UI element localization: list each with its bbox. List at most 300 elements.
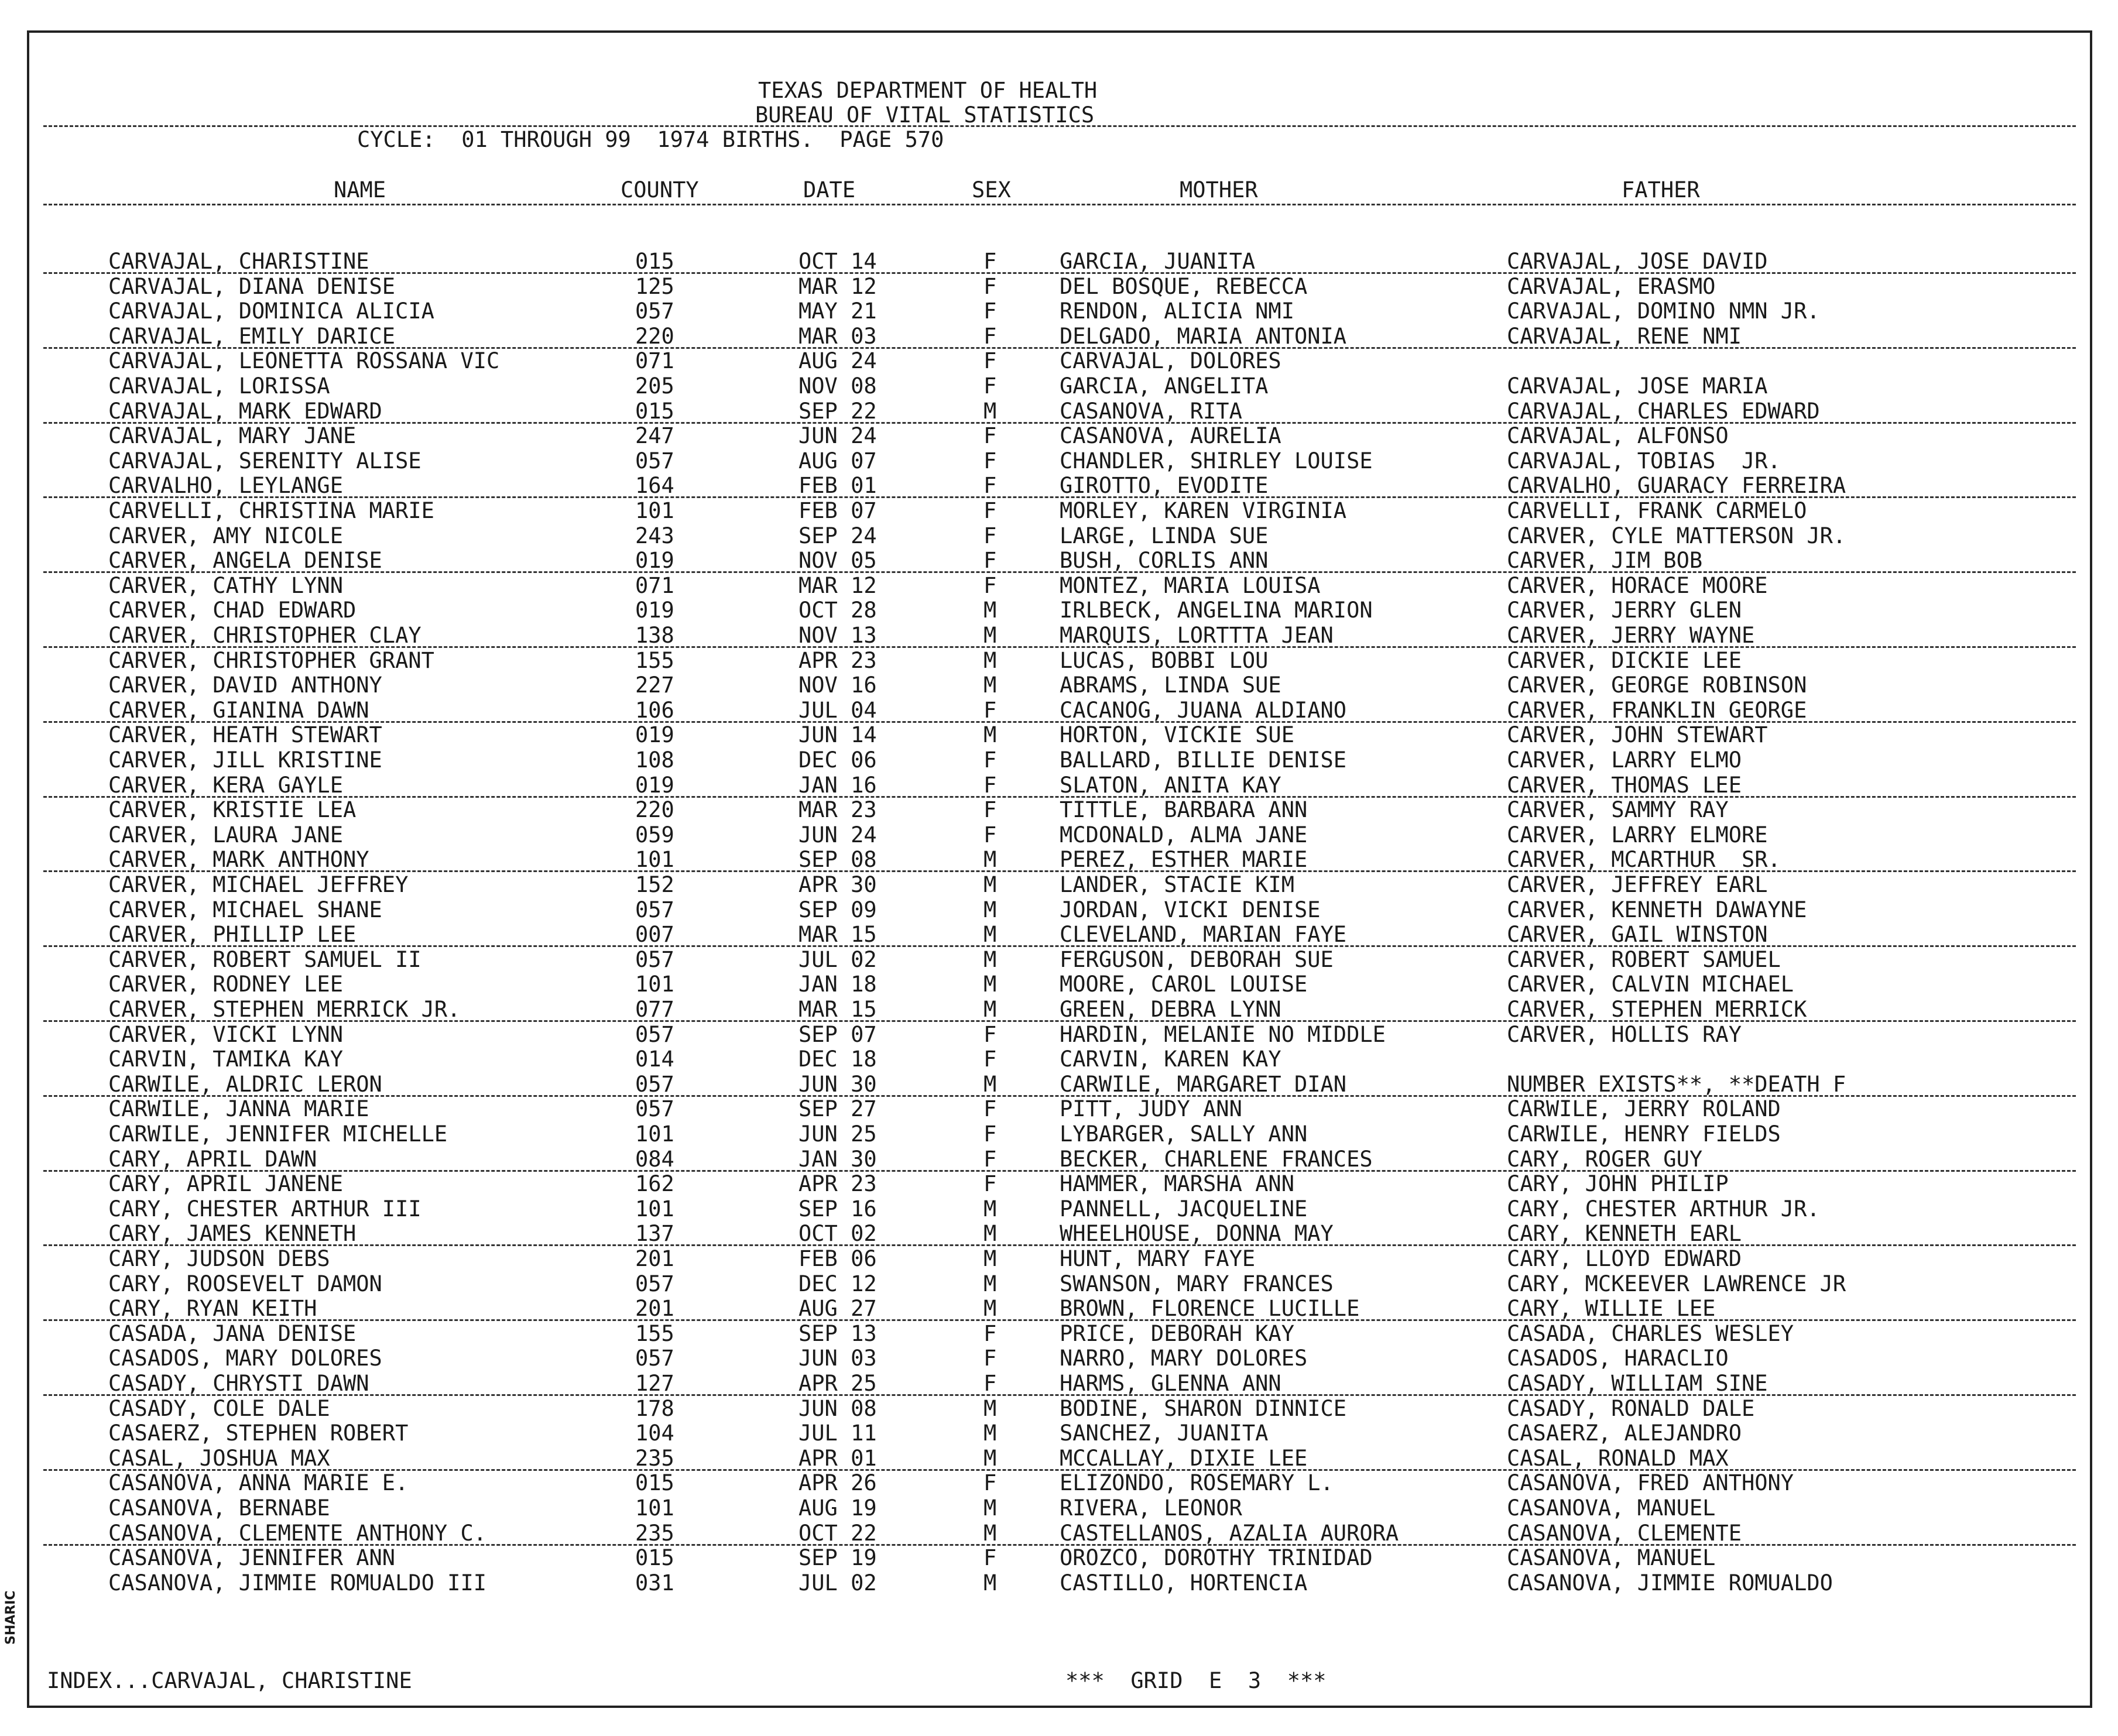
cell-date: AUG 07: [798, 448, 877, 474]
cell-date: SEP 07: [798, 1021, 877, 1047]
cell-sex: F: [983, 772, 997, 798]
cell-mother: DELGADO, MARIA ANTONIA: [1060, 323, 1347, 349]
cell-father: CARVER, JEFFREY EARL: [1507, 872, 1768, 897]
cell-county: 057: [635, 1346, 674, 1371]
table-row: [29, 1571, 2090, 1596]
cell-sex: M: [983, 1445, 997, 1471]
cell-sex: F: [983, 1096, 997, 1122]
table-row: [29, 773, 2090, 798]
cell-sex: M: [983, 1271, 997, 1296]
cell-date: NOV 05: [798, 548, 877, 574]
header-rule: [43, 125, 2076, 127]
cell-county: 057: [635, 946, 674, 972]
cell-mother: CASANOVA, RITA: [1060, 398, 1242, 424]
cell-county: 101: [635, 847, 674, 873]
cell-county: 108: [635, 747, 674, 773]
column-header-mother: MOTHER: [1180, 177, 1258, 203]
cell-name: CARVAJAL, DOMINICA ALICIA: [108, 299, 434, 324]
cell-father: CARVAJAL, RENE NMI: [1507, 323, 1742, 349]
index-line: INDEX...CARVAJAL, CHARISTINE: [47, 1668, 412, 1693]
cell-county: 031: [635, 1570, 674, 1596]
table-row: [29, 1346, 2090, 1371]
cell-name: CARVER, MARK ANTHONY: [108, 847, 369, 873]
cell-father: CARVER, KENNETH DAWAYNE: [1507, 897, 1807, 922]
cell-date: JUL 11: [798, 1421, 877, 1446]
cell-name: CARVER, CHRISTOPHER GRANT: [108, 647, 434, 673]
cell-date: APR 23: [798, 1171, 877, 1197]
cell-sex: M: [983, 647, 997, 673]
cell-mother: GARCIA, JUANITA: [1060, 249, 1256, 274]
cell-sex: M: [983, 1395, 997, 1421]
cell-name: CARVER, MICHAEL JEFFREY: [108, 872, 409, 897]
cell-date: SEP 27: [798, 1096, 877, 1122]
cell-father: CARVER, HOLLIS RAY: [1507, 1021, 1742, 1047]
table-row: [29, 424, 2090, 448]
cell-name: CARY, RYAN KEITH: [108, 1296, 317, 1322]
cell-date: SEP 16: [798, 1196, 877, 1222]
cell-father: CARVER, MCARTHUR SR.: [1507, 847, 1781, 873]
cell-mother: BUSH, CORLIS ANN: [1060, 548, 1269, 574]
table-row: [29, 997, 2090, 1022]
cell-county: 015: [635, 1545, 674, 1571]
cell-name: CASADOS, MARY DOLORES: [108, 1346, 382, 1371]
cell-name: CASANOVA, ANNA MARIE E.: [108, 1470, 409, 1496]
cell-father: CARVER, SAMMY RAY: [1507, 797, 1729, 823]
cell-mother: CARVAJAL, DOLORES: [1060, 348, 1281, 374]
cell-county: 019: [635, 772, 674, 798]
cell-sex: M: [983, 1421, 997, 1446]
table-row: [29, 1272, 2090, 1296]
cycle-line: CYCLE: 01 THROUGH 99 1974 BIRTHS. PAGE 570: [357, 127, 944, 152]
cell-sex: M: [983, 598, 997, 623]
cell-date: APR 26: [798, 1470, 877, 1496]
cell-mother: GREEN, DEBRA LYNN: [1060, 997, 1281, 1022]
cell-name: CASANOVA, JIMMIE ROMUALDO III: [108, 1570, 487, 1596]
cell-sex: F: [983, 697, 997, 723]
cell-date: OCT 22: [798, 1520, 877, 1546]
cell-county: 101: [635, 972, 674, 997]
cell-county: 059: [635, 822, 674, 848]
table-row: [29, 649, 2090, 673]
cell-name: CARY, JUDSON DEBS: [108, 1246, 330, 1271]
cell-father: CARVER, CALVIN MICHAEL: [1507, 972, 1794, 997]
cell-sex: F: [983, 249, 997, 274]
cell-name: CARVER, HEATH STEWART: [108, 722, 382, 748]
cell-county: 057: [635, 448, 674, 474]
cell-county: 057: [635, 1271, 674, 1296]
cell-date: MAR 15: [798, 922, 877, 948]
cell-date: JUN 08: [798, 1395, 877, 1421]
cell-county: 162: [635, 1171, 674, 1197]
cell-father: CASANOVA, CLEMENTE: [1507, 1520, 1742, 1546]
cell-name: CARVAJAL, MARK EDWARD: [108, 398, 382, 424]
cell-sex: F: [983, 373, 997, 399]
cell-name: CARVELLI, CHRISTINA MARIE: [108, 498, 434, 523]
cell-sex: M: [983, 997, 997, 1022]
column-header-sex: SEX: [972, 177, 1011, 203]
table-row: [29, 623, 2090, 648]
cell-father: CARVAJAL, JOSE DAVID: [1507, 249, 1768, 274]
table-row: [29, 1496, 2090, 1521]
cell-county: 235: [635, 1520, 674, 1546]
cell-county: 057: [635, 1021, 674, 1047]
cell-name: CARVER, ANGELA DENISE: [108, 548, 382, 574]
cell-date: DEC 06: [798, 747, 877, 773]
cell-mother: MCCALLAY, DIXIE LEE: [1060, 1445, 1308, 1471]
cell-county: 227: [635, 673, 674, 698]
cell-name: CASADY, CHRYSTI DAWN: [108, 1371, 369, 1396]
cell-sex: F: [983, 1021, 997, 1047]
cell-date: MAR 12: [798, 572, 877, 598]
table-row: [29, 598, 2090, 623]
cell-father: CARVER, JIM BOB: [1507, 548, 1703, 574]
cell-county: 084: [635, 1146, 674, 1172]
cell-name: CARVER, AMY NICOLE: [108, 523, 343, 548]
cell-date: SEP 08: [798, 847, 877, 873]
cell-mother: WHEELHOUSE, DONNA MAY: [1060, 1221, 1334, 1247]
table-row: [29, 1397, 2090, 1421]
cell-name: CARVER, ROBERT SAMUEL II: [108, 946, 421, 972]
cell-father: CARVER, HORACE MOORE: [1507, 572, 1768, 598]
cell-father: CARVER, JERRY WAYNE: [1507, 623, 1755, 648]
cell-sex: F: [983, 299, 997, 324]
cell-county: 201: [635, 1296, 674, 1322]
cell-name: CARVER, RODNEY LEE: [108, 972, 343, 997]
cell-name: CARVAJAL, LEONETTA ROSSANA VIC: [108, 348, 500, 374]
cell-sex: F: [983, 572, 997, 598]
cell-father: CARY, WILLIE LEE: [1507, 1296, 1716, 1322]
table-row: [29, 1446, 2090, 1471]
cell-father: CARVER, JERRY GLEN: [1507, 598, 1742, 623]
cell-date: NOV 16: [798, 673, 877, 698]
cell-date: FEB 07: [798, 498, 877, 523]
cell-county: 205: [635, 373, 674, 399]
cell-father: CARVER, ROBERT SAMUEL: [1507, 946, 1781, 972]
cell-mother: MOORE, CAROL LOUISE: [1060, 972, 1308, 997]
column-header-rule: [43, 204, 2076, 205]
cell-sex: F: [983, 1047, 997, 1072]
cell-mother: PRICE, DEBORAH KAY: [1060, 1320, 1294, 1346]
cell-date: MAR 12: [798, 273, 877, 299]
cell-county: 019: [635, 598, 674, 623]
cell-sex: F: [983, 1470, 997, 1496]
cell-date: DEC 12: [798, 1271, 877, 1296]
cell-date: SEP 19: [798, 1545, 877, 1571]
table-row: [29, 1097, 2090, 1121]
cell-date: FEB 01: [798, 473, 877, 499]
cell-mother: CARWILE, MARGARET DIAN: [1060, 1071, 1347, 1097]
cell-name: CARVAJAL, CHARISTINE: [108, 249, 369, 274]
cell-father: CARVAJAL, DOMINO NMN JR.: [1507, 299, 1820, 324]
table-row: [29, 848, 2090, 872]
cell-name: CARVAJAL, EMILY DARICE: [108, 323, 396, 349]
cell-mother: JORDAN, VICKI DENISE: [1060, 897, 1321, 922]
cell-county: 106: [635, 697, 674, 723]
cell-name: CARY, APRIL DAWN: [108, 1146, 317, 1172]
cell-date: JUN 03: [798, 1346, 877, 1371]
cell-mother: HARMS, GLENNA ANN: [1060, 1371, 1281, 1396]
cell-mother: DEL BOSQUE, REBECCA: [1060, 273, 1308, 299]
cell-county: 015: [635, 249, 674, 274]
cell-mother: HAMMER, MARSHA ANN: [1060, 1171, 1294, 1197]
grid-label: *** GRID E 3 ***: [1065, 1668, 1327, 1693]
cell-name: CARVAJAL, MARY JANE: [108, 423, 357, 449]
table-row: [29, 249, 2090, 274]
table-row: [29, 574, 2090, 598]
cell-mother: BODINE, SHARON DINNICE: [1060, 1395, 1347, 1421]
cell-name: CARVAJAL, SERENITY ALISE: [108, 448, 421, 474]
cell-mother: PEREZ, ESTHER MARIE: [1060, 847, 1308, 873]
cell-date: JUL 04: [798, 697, 877, 723]
cell-father: CARY, MCKEEVER LAWRENCE JR: [1507, 1271, 1846, 1296]
cell-date: MAR 03: [798, 323, 877, 349]
cell-name: CASANOVA, JENNIFER ANN: [108, 1545, 396, 1571]
cell-sex: M: [983, 1570, 997, 1596]
table-row: [29, 1471, 2090, 1495]
cell-sex: M: [983, 1296, 997, 1322]
table-row: [29, 823, 2090, 848]
table-row: [29, 698, 2090, 723]
table-row: [29, 1147, 2090, 1172]
cell-county: 057: [635, 299, 674, 324]
cell-name: CARVER, DAVID ANTHONY: [108, 673, 382, 698]
cell-date: AUG 19: [798, 1495, 877, 1521]
cell-date: SEP 09: [798, 897, 877, 922]
cell-sex: F: [983, 1146, 997, 1172]
cell-date: JUN 14: [798, 722, 877, 748]
cell-father: CARVER, CYLE MATTERSON JR.: [1507, 523, 1846, 548]
cell-sex: F: [983, 1171, 997, 1197]
cell-sex: M: [983, 1495, 997, 1521]
cell-name: CARVER, LAURA JANE: [108, 822, 343, 848]
cell-sex: M: [983, 398, 997, 424]
cell-date: JUL 02: [798, 946, 877, 972]
cell-father: CASADY, WILLIAM SINE: [1507, 1371, 1768, 1396]
cell-county: 015: [635, 398, 674, 424]
cell-county: 138: [635, 623, 674, 648]
cell-mother: BECKER, CHARLENE FRANCES: [1060, 1146, 1373, 1172]
cell-county: 125: [635, 273, 674, 299]
cell-name: CARVER, STEPHEN MERRICK JR.: [108, 997, 461, 1022]
table-row: [29, 922, 2090, 947]
cell-date: NOV 13: [798, 623, 877, 648]
cell-name: CARY, ROOSEVELT DAMON: [108, 1271, 382, 1296]
column-header-father: FATHER: [1622, 177, 1700, 203]
table-row: [29, 374, 2090, 399]
cell-county: 007: [635, 922, 674, 948]
cell-county: 057: [635, 1096, 674, 1122]
cell-father: NUMBER EXISTS**, **DEATH F: [1507, 1071, 1846, 1097]
cell-mother: CACANOG, JUANA ALDIANO: [1060, 697, 1347, 723]
cell-county: 220: [635, 797, 674, 823]
cell-county: 077: [635, 997, 674, 1022]
cell-mother: SWANSON, MARY FRANCES: [1060, 1271, 1334, 1296]
cell-sex: M: [983, 847, 997, 873]
cell-father: CARVELLI, FRANK CARMELO: [1507, 498, 1807, 523]
cell-sex: M: [983, 623, 997, 648]
cell-county: 104: [635, 1421, 674, 1446]
cell-mother: MCDONALD, ALMA JANE: [1060, 822, 1308, 848]
cell-date: AUG 24: [798, 348, 877, 374]
cell-date: SEP 22: [798, 398, 877, 424]
table-row: [29, 349, 2090, 373]
cell-name: CARVER, KERA GAYLE: [108, 772, 343, 798]
cell-date: APR 30: [798, 872, 877, 897]
cell-date: MAR 23: [798, 797, 877, 823]
table-row: [29, 275, 2090, 299]
cell-sex: F: [983, 1346, 997, 1371]
cell-name: CASADY, COLE DALE: [108, 1395, 330, 1421]
cell-sex: M: [983, 1221, 997, 1247]
cell-mother: MARQUIS, LORTTTA JEAN: [1060, 623, 1334, 648]
cell-date: APR 01: [798, 1445, 877, 1471]
cell-mother: LARGE, LINDA SUE: [1060, 523, 1269, 548]
cell-father: CARVER, DICKIE LEE: [1507, 647, 1742, 673]
cell-father: CARVAJAL, ERASMO: [1507, 273, 1716, 299]
cell-name: CARWILE, JENNIFER MICHELLE: [108, 1121, 448, 1147]
cell-sex: F: [983, 548, 997, 574]
cell-county: 019: [635, 722, 674, 748]
cell-mother: CASANOVA, AURELIA: [1060, 423, 1281, 449]
cell-father: CARVAJAL, CHARLES EDWARD: [1507, 398, 1820, 424]
cell-mother: NARRO, MARY DOLORES: [1060, 1346, 1308, 1371]
cell-name: CARVER, KRISTIE LEA: [108, 797, 357, 823]
table-row: [29, 1371, 2090, 1396]
cell-sex: M: [983, 897, 997, 922]
cell-date: OCT 02: [798, 1221, 877, 1247]
cell-county: 235: [635, 1445, 674, 1471]
table-row: [29, 1197, 2090, 1222]
cell-father: CARVER, FRANKLIN GEORGE: [1507, 697, 1807, 723]
cell-father: CARWILE, HENRY FIELDS: [1507, 1121, 1781, 1147]
table-row: [29, 1546, 2090, 1570]
cell-date: APR 23: [798, 647, 877, 673]
cell-name: CASAERZ, STEPHEN ROBERT: [108, 1421, 409, 1446]
cell-mother: RIVERA, LEONOR: [1060, 1495, 1242, 1521]
cell-father: CARVAJAL, ALFONSO: [1507, 423, 1729, 449]
cell-sex: M: [983, 722, 997, 748]
cell-name: CARVAJAL, DIANA DENISE: [108, 273, 396, 299]
cell-sex: F: [983, 1320, 997, 1346]
cell-sex: F: [983, 797, 997, 823]
cell-county: 101: [635, 498, 674, 523]
cell-father: CARY, CHESTER ARTHUR JR.: [1507, 1196, 1820, 1222]
cell-sex: M: [983, 1246, 997, 1271]
cell-mother: GARCIA, ANGELITA: [1060, 373, 1269, 399]
cell-sex: M: [983, 1520, 997, 1546]
cell-father: CARVER, LARRY ELMO: [1507, 747, 1742, 773]
cell-county: 201: [635, 1246, 674, 1271]
document-page: [27, 30, 2092, 1708]
cell-mother: HUNT, MARY FAYE: [1060, 1246, 1256, 1271]
cell-name: CARY, JAMES KENNETH: [108, 1221, 357, 1247]
cell-name: CARVER, GIANINA DAWN: [108, 697, 369, 723]
cell-mother: CHANDLER, SHIRLEY LOUISE: [1060, 448, 1373, 474]
table-row: [29, 524, 2090, 548]
cell-county: 014: [635, 1047, 674, 1072]
cell-county: 071: [635, 572, 674, 598]
cell-father: CARVER, STEPHEN MERRICK: [1507, 997, 1807, 1022]
cell-mother: LUCAS, BOBBI LOU: [1060, 647, 1269, 673]
cell-father: CARY, LLOYD EDWARD: [1507, 1246, 1742, 1271]
cell-name: CARVAJAL, LORISSA: [108, 373, 330, 399]
cell-name: CARVER, PHILLIP LEE: [108, 922, 357, 948]
cell-mother: ABRAMS, LINDA SUE: [1060, 673, 1281, 698]
cell-sex: F: [983, 747, 997, 773]
cell-mother: TITTLE, BARBARA ANN: [1060, 797, 1308, 823]
cell-name: CARVER, CHAD EDWARD: [108, 598, 357, 623]
cell-name: CARVER, CHRISTOPHER CLAY: [108, 623, 421, 648]
cell-date: FEB 06: [798, 1246, 877, 1271]
table-row: [29, 1172, 2090, 1196]
cell-father: CASADA, CHARLES WESLEY: [1507, 1320, 1794, 1346]
cell-date: JUN 25: [798, 1121, 877, 1147]
cell-date: JAN 16: [798, 772, 877, 798]
table-row: [29, 723, 2090, 747]
cell-sex: F: [983, 498, 997, 523]
cell-mother: LYBARGER, SALLY ANN: [1060, 1121, 1308, 1147]
cell-father: CASANOVA, JIMMIE ROMUALDO: [1507, 1570, 1833, 1596]
cell-county: 101: [635, 1121, 674, 1147]
cell-father: CARVALHO, GUARACY FERREIRA: [1507, 473, 1846, 499]
cell-date: JUN 24: [798, 423, 877, 449]
cell-mother: CARVIN, KAREN KAY: [1060, 1047, 1281, 1072]
table-row: [29, 1421, 2090, 1446]
table-row: [29, 1047, 2090, 1072]
cell-county: 178: [635, 1395, 674, 1421]
cell-name: CASADA, JANA DENISE: [108, 1320, 357, 1346]
cell-sex: F: [983, 1371, 997, 1396]
cell-father: CARVER, THOMAS LEE: [1507, 772, 1742, 798]
cell-mother: BALLARD, BILLIE DENISE: [1060, 747, 1347, 773]
table-row: [29, 299, 2090, 324]
cell-date: DEC 18: [798, 1047, 877, 1072]
table-row: [29, 1247, 2090, 1271]
column-header-date: DATE: [803, 177, 856, 203]
table-row: [29, 474, 2090, 498]
cell-date: AUG 27: [798, 1296, 877, 1322]
cell-name: CARVER, CATHY LYNN: [108, 572, 343, 598]
cell-name: CARVER, JILL KRISTINE: [108, 747, 382, 773]
cell-sex: M: [983, 972, 997, 997]
cell-mother: BROWN, FLORENCE LUCILLE: [1060, 1296, 1360, 1322]
cell-sex: F: [983, 448, 997, 474]
table-row: [29, 798, 2090, 822]
cell-sex: F: [983, 1121, 997, 1147]
cell-name: CARWILE, JANNA MARIE: [108, 1096, 369, 1122]
cell-county: 137: [635, 1221, 674, 1247]
cell-county: 243: [635, 523, 674, 548]
cell-father: CASAL, RONALD MAX: [1507, 1445, 1729, 1471]
cell-date: JAN 18: [798, 972, 877, 997]
cell-father: CASANOVA, FRED ANTHONY: [1507, 1470, 1794, 1496]
table-row: [29, 1072, 2090, 1097]
cell-county: 057: [635, 1071, 674, 1097]
cell-sex: F: [983, 273, 997, 299]
cell-sex: M: [983, 872, 997, 897]
cell-county: 019: [635, 548, 674, 574]
table-row: [29, 1122, 2090, 1147]
cell-sex: F: [983, 423, 997, 449]
cell-name: CARVER, MICHAEL SHANE: [108, 897, 382, 922]
cell-date: OCT 28: [798, 598, 877, 623]
table-row: [29, 873, 2090, 897]
cell-date: OCT 14: [798, 249, 877, 274]
cell-father: CARWILE, JERRY ROLAND: [1507, 1096, 1781, 1122]
cell-name: CASAL, JOSHUA MAX: [108, 1445, 330, 1471]
cell-date: JAN 30: [798, 1146, 877, 1172]
cell-father: CARY, ROGER GUY: [1507, 1146, 1703, 1172]
